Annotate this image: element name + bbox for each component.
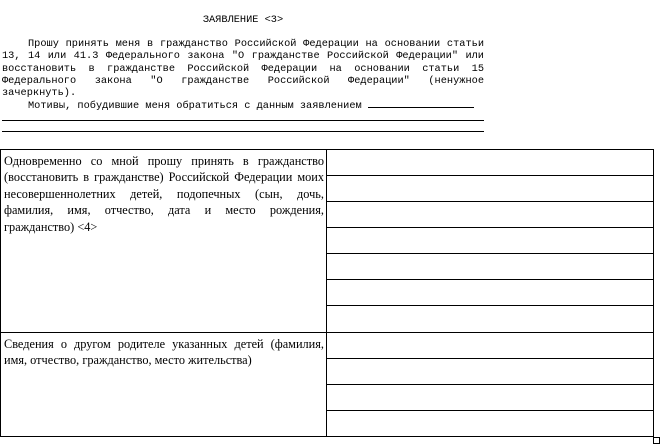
children-entry-field[interactable]	[327, 306, 654, 332]
other-parent-entry-field[interactable]	[327, 410, 654, 436]
children-info-table	[0, 149, 654, 437]
other-parent-section-label: Сведения о другом родителе указанных детей (фамилия, имя, отчество, гражданство, место жительства)	[4, 336, 324, 367]
children-entry-field[interactable]	[327, 280, 654, 306]
children-entry-field[interactable]	[327, 202, 654, 228]
children-entry-field[interactable]	[327, 228, 654, 254]
other-parent-entry-field[interactable]	[327, 384, 654, 410]
request-paragraph	[2, 38, 484, 99]
motives-line	[2, 98, 484, 112]
other-parent-entry-field[interactable]	[327, 358, 654, 384]
motives-blank-line-1[interactable]	[2, 120, 484, 121]
children-entry-field[interactable]	[327, 150, 654, 176]
children-section-label-cell	[1, 150, 327, 333]
motives-blank-field[interactable]	[368, 98, 474, 108]
motives-blank-line-2[interactable]	[2, 131, 484, 132]
document-heading: ЗАЯВЛЕНИЕ <3>	[202, 14, 284, 26]
table-resize-handle[interactable]	[653, 437, 660, 444]
motives-label: Мотивы, побудившие меня обратиться с данным заявлением	[28, 100, 362, 112]
request-paragraph-text: Прошу принять меня в гражданство Российской Федерации на основании статьи 13, 14 или 41.3 Федерального закона "О гражданстве Российской Федерации" или восстановить в гражданстве Российской Федерации на основании статьи 15 Федерального закона "О гражданстве Российской Федерации" (ненужное зачеркнуть).	[2, 38, 484, 100]
other-parent-entry-field[interactable]	[327, 332, 654, 358]
other-parent-section-label-cell	[1, 332, 327, 436]
children-entry-field[interactable]	[327, 254, 654, 280]
children-entry-field[interactable]	[327, 176, 654, 202]
children-section-label: Одновременно со мной прошу принять в гражданство (восстановить в гражданстве) Российской Федерации моих несовершеннолетних детей, подопечных (сын, дочь, фамилия, имя, отчество, дата и место рождения, гражданство) <4>	[4, 154, 324, 234]
